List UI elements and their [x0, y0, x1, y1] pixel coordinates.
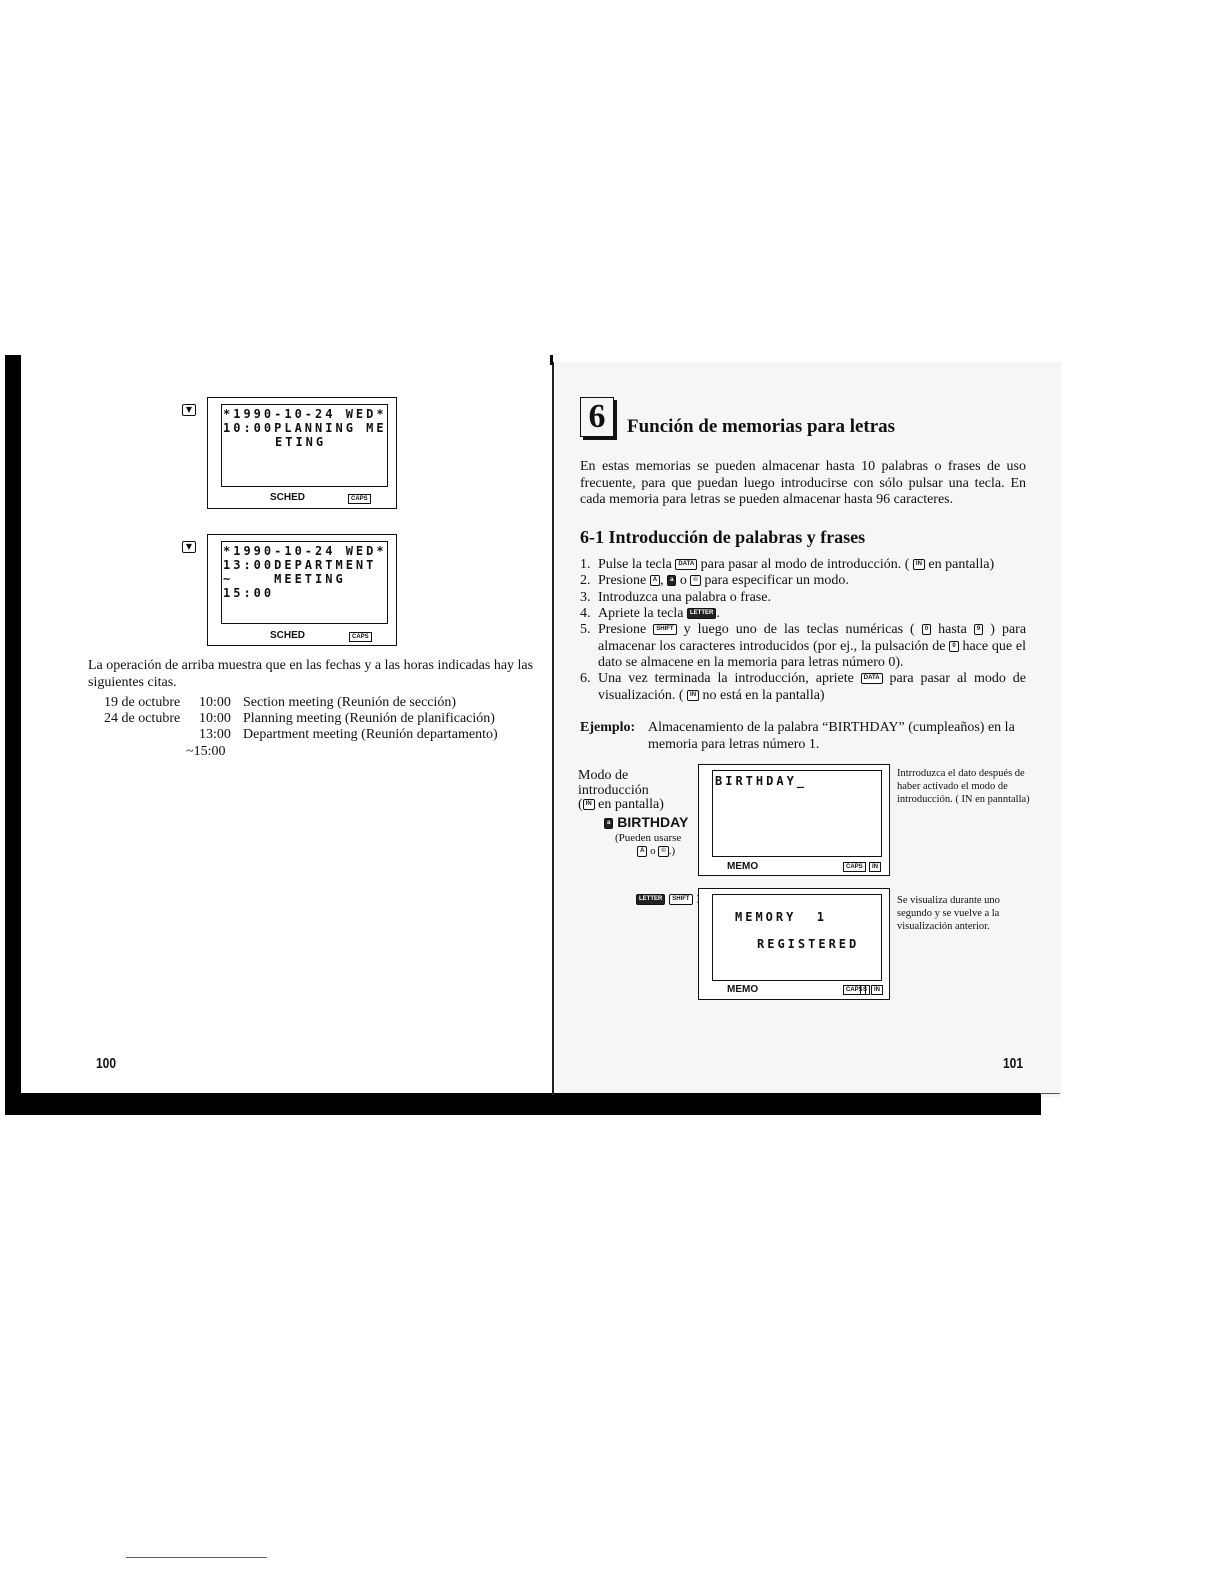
- appointment-date: 24 de octubre: [104, 711, 181, 726]
- step-text: no está en la pantalla): [702, 687, 825, 703]
- footer-link-underline: [126, 1557, 267, 1558]
- pueden-note: (Pueden usarse: [615, 832, 682, 844]
- example-text: Almacenamiento de la palabra “BIRTHDAY” (cumpleaños) en la memoria para letras número 1.: [648, 720, 1015, 752]
- step-text: o: [679, 573, 687, 588]
- lcd-line: ETING: [275, 435, 327, 449]
- in-indicator-icon: IN: [583, 799, 595, 810]
- example-label: Ejemplo:: [580, 720, 636, 735]
- lcd-line: REGISTERED: [757, 937, 860, 951]
- appointment-time: 10:00: [199, 695, 231, 710]
- appointment-time: 13:00: [199, 727, 231, 742]
- caps-indicator: CAPS: [843, 985, 866, 995]
- lcd-screen-2: [207, 534, 397, 646]
- appointment-date: 19 de octubre: [104, 695, 181, 710]
- key-sequence: [636, 890, 704, 906]
- in-indicator: IN: [871, 985, 883, 995]
- appointment-desc: Section meeting (Reunión de sección): [243, 695, 457, 710]
- step-number: 2.: [580, 573, 591, 588]
- lcd-line: MEMORY 1: [735, 910, 828, 924]
- step-number: 4.: [580, 606, 591, 621]
- step-text: Presione: [598, 573, 647, 588]
- step-text: .: [716, 606, 720, 621]
- down-arrow-key-icon: ▼: [182, 404, 196, 416]
- right-intro-paragraph: En estas memorias se pueden almacenar hasta 10 palabras o frases de uso frecuente, para que puedan luego introducirse con sólo pulsar una tecla. En cada memoria para letras se pueden almacenar hasta 96 caracteres.: [580, 459, 1026, 507]
- step-text: ,: [660, 573, 664, 588]
- center-gutter-rule: [552, 362, 554, 1095]
- step-text: Una vez terminada la introducción, apriete: [598, 671, 854, 686]
- caps-indicator: CAPS: [349, 632, 372, 642]
- caps-mode-key-icon: A: [637, 846, 647, 857]
- step-3: Introduzca una palabra o frase.: [598, 590, 771, 605]
- step-text: Pulse la tecla: [598, 557, 672, 572]
- lcd-line: ~ MEETING: [223, 572, 346, 586]
- lcd-screen-4: [698, 888, 890, 1000]
- down-arrow-key-icon: ▼: [182, 541, 196, 553]
- screen3-note: Intrroduzca el dato después de haber activado el modo de introducción. ( IN en panntalla): [897, 768, 1030, 805]
- step-number: 3.: [580, 590, 591, 605]
- appointment-desc: Planning meeting (Reunión de planificación): [243, 711, 495, 726]
- mode-label: introducción: [578, 783, 649, 798]
- step-6: [598, 671, 1026, 704]
- step-2: [598, 573, 849, 589]
- zero-key-icon: 0: [922, 624, 931, 635]
- center-gutter-tick: [550, 355, 553, 365]
- step-number: 6.: [580, 671, 591, 686]
- step-4: [598, 606, 720, 622]
- step-text: hasta: [938, 622, 967, 637]
- page-number-right: 101: [1003, 1055, 1024, 1072]
- lcd-status-label: SCHED: [270, 630, 306, 641]
- lcd-status-label: MEMO: [727, 861, 759, 872]
- lowercase-mode-key-icon: a: [604, 818, 613, 829]
- s-indicator: S: [860, 985, 870, 995]
- letter-memory-key-icon: LETTER: [636, 894, 665, 905]
- chapter-number-box: 6: [580, 397, 614, 437]
- data-key-icon: DATA: [861, 673, 883, 684]
- shift-key-icon: SHIFT: [669, 894, 692, 905]
- mode-label-line3: ( IN en pantalla): [578, 797, 664, 812]
- caps-indicator: CAPS: [843, 862, 866, 872]
- lcd-line: 13:00DEPARTMENT: [223, 558, 377, 572]
- lcd-screen-3: [698, 764, 890, 876]
- zero-key-icon: 0: [949, 641, 958, 652]
- lcd-screen-1: [207, 397, 397, 509]
- left-binding-bar: [5, 355, 21, 1115]
- step-text: Presione: [598, 622, 647, 637]
- step-number: 5.: [580, 622, 591, 637]
- step-text: para especificar un modo.: [704, 573, 849, 588]
- nine-key-icon: 9: [974, 624, 983, 635]
- birthday-word: BIRTHDAY: [617, 814, 689, 830]
- lcd-line: 10:00PLANNING ME: [223, 421, 387, 435]
- step-text: hace que el dato se almacene en la memoria para letras número 0).: [598, 638, 1027, 670]
- lcd-line: 15:00: [223, 586, 275, 600]
- step-5: [598, 622, 1026, 672]
- lcd-line: BIRTHDAY_: [715, 774, 808, 788]
- lcd-status-label: SCHED: [270, 492, 306, 503]
- caps-indicator: CAPS: [348, 494, 371, 504]
- in-indicator: IN: [869, 862, 881, 872]
- caps-mode-key-icon: A: [650, 575, 660, 586]
- step-text: ) para almacenar los caracteres introducidos (por ej., la pulsación de: [598, 622, 1027, 654]
- mode-label: Modo de: [578, 768, 629, 783]
- left-intro-paragraph: La operación de arriba muestra que en las fechas y a las horas indicadas hay las siguientes citas.: [88, 658, 534, 690]
- bottom-binding-bar: [5, 1093, 1041, 1115]
- data-key-icon: DATA: [675, 559, 697, 570]
- page-number-left: 100: [96, 1055, 117, 1072]
- birthday-entry: [604, 814, 688, 830]
- bottom-rule: [1040, 1093, 1060, 1094]
- pueden-text: o: [650, 845, 656, 857]
- step-text: Apriete la tecla: [598, 606, 684, 621]
- in-indicator-icon: IN: [687, 690, 699, 701]
- step-number: 1.: [580, 557, 591, 572]
- section-title: 6-1 Introducción de palabras y frases: [580, 527, 866, 547]
- lcd-line: *1990-10-24 WED*: [223, 407, 387, 421]
- chapter-title: Función de memorias para letras: [627, 416, 896, 437]
- pueden-note-keys: [637, 845, 675, 857]
- appointment-time: ~15:00: [186, 744, 226, 759]
- step-text: para pasar al modo de introducción. (: [700, 557, 910, 572]
- letter-memory-key-icon: LETTER: [687, 608, 716, 619]
- step-text: en pantalla): [928, 557, 995, 572]
- step-text: y luego uno de las teclas numéricas (: [683, 622, 915, 637]
- pueden-text: .): [668, 845, 676, 857]
- in-indicator-icon: IN: [913, 559, 925, 570]
- screen4-note: Se visualiza durante uno segundo y se vuelve a la visualización anterior.: [897, 895, 1000, 932]
- lcd-status-label: MEMO: [727, 984, 759, 995]
- symbol-mode-key-icon: ©: [690, 575, 700, 586]
- step-text: para pasar al modo de visualización. (: [598, 671, 1027, 703]
- lcd-line: *1990-10-24 WED*: [223, 544, 387, 558]
- appointment-desc: Department meeting (Reunión departamento): [243, 727, 498, 742]
- appointment-time: 10:00: [199, 711, 231, 726]
- mode-label: en pantalla): [598, 797, 664, 812]
- symbol-mode-key-icon: ©: [658, 846, 668, 857]
- shift-key-icon: SHIFT: [653, 624, 676, 635]
- step-1: [598, 557, 994, 573]
- lowercase-mode-key-icon: a: [667, 575, 676, 586]
